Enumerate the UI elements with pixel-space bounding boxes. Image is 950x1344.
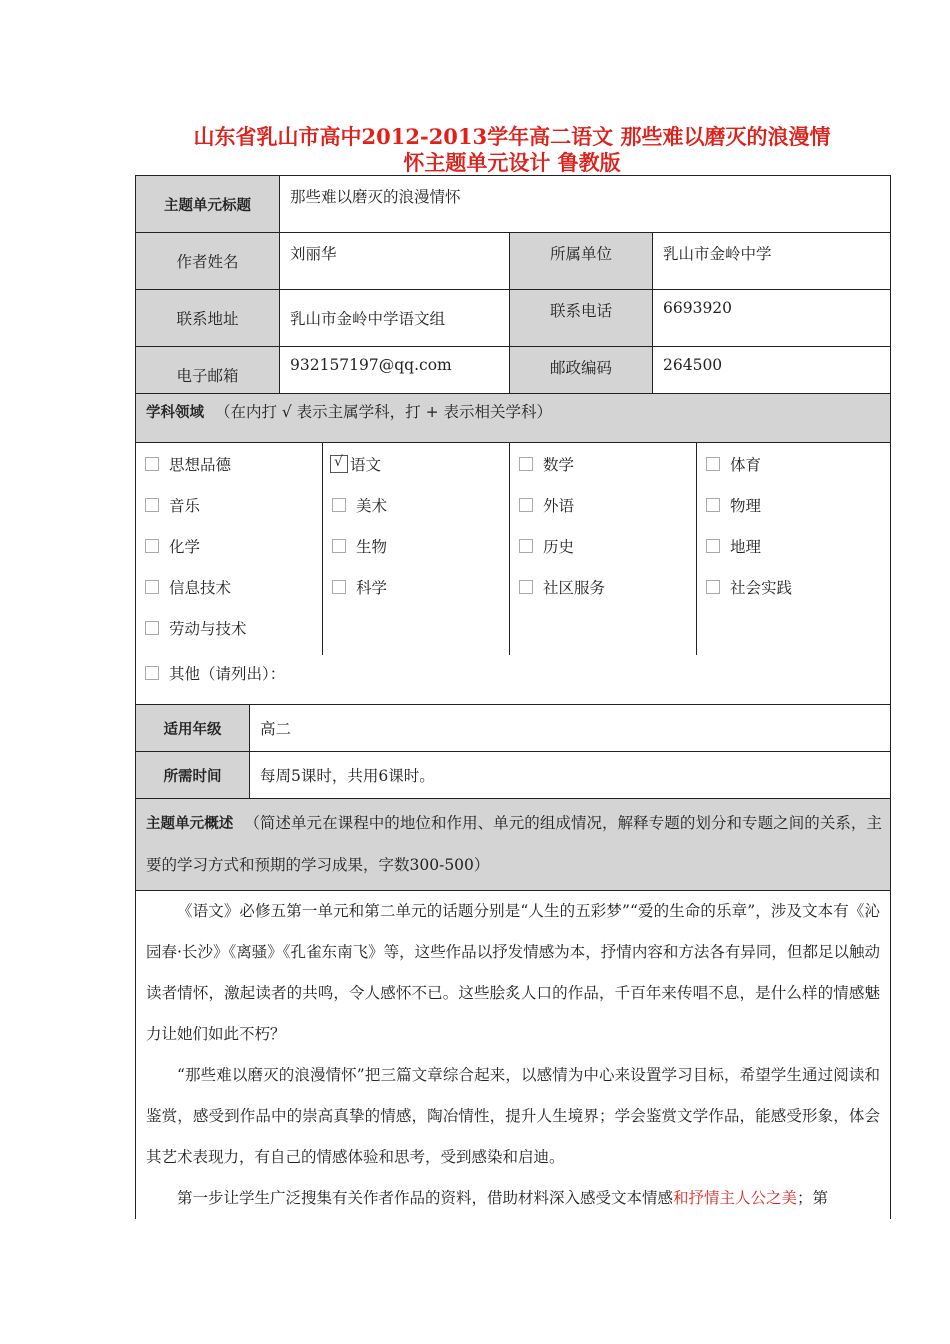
checkbox-icon[interactable] xyxy=(145,580,159,594)
subject-header xyxy=(136,394,890,443)
email-value: 932157197@qq.com xyxy=(280,347,510,404)
title-line-1: 山东省乳山市高中2012-2013学年高二语文 那些难以磨灭的浪漫情 xyxy=(193,124,831,149)
phone-label: 联系电话 xyxy=(510,290,653,347)
grade-value: 高二 xyxy=(260,720,292,738)
checked-checkbox-icon[interactable] xyxy=(330,455,348,473)
time-row xyxy=(136,751,890,798)
subject-item[interactable]: 音乐 xyxy=(136,484,322,525)
checkbox-icon[interactable] xyxy=(706,457,720,471)
author-label: 作者姓名 xyxy=(136,233,280,290)
email-label: 电子邮箱 xyxy=(136,347,280,404)
checkbox-icon[interactable] xyxy=(706,539,720,553)
subject-item[interactable]: 地理 xyxy=(697,525,890,566)
overview-label: 主题单元概述 xyxy=(146,816,234,832)
subject-column-2 xyxy=(323,443,510,655)
overview-paragraph-1: 《语文》必修五第一单元和第二单元的话题分别是“人生的五彩梦”“爱的生命的乐章”，涉及文本有《沁园春·长沙》《离骚》《孔雀东南飞》等，这些作品以抒发情感为本，抒情内容和方法各有异同，但都足以触动读者情怀，激起读者的共鸣，令人感怀不已。这些脍炙人口的作品，千百年来传唱不息，是什么样的情感魅力让她们如此不朽？ xyxy=(146,902,880,1043)
subject-label: 学科领域 xyxy=(146,405,204,421)
checkbox-icon[interactable] xyxy=(332,539,346,553)
address-value: 乳山市金岭中学语文组 xyxy=(280,290,510,347)
checkbox-icon[interactable] xyxy=(519,498,533,512)
subject-item[interactable]: 社会实践 xyxy=(697,566,890,607)
time-value: 每周5课时，共用6课时。 xyxy=(260,767,435,785)
postcode-value: 264500 xyxy=(653,347,891,404)
checkbox-icon[interactable] xyxy=(706,580,720,594)
checkbox-icon[interactable] xyxy=(145,539,159,553)
overview-paragraph-3: 第一步让学生广泛搜集有关作者作品的资料，借助材料深入感受文本情感和抒情主人公之美；第 xyxy=(177,1189,829,1207)
checkbox-icon[interactable] xyxy=(145,666,159,680)
subject-item[interactable]: 物理 xyxy=(697,484,890,525)
checkbox-icon[interactable] xyxy=(145,457,159,471)
info-table xyxy=(135,175,891,404)
subject-item[interactable]: 历史 xyxy=(510,525,696,566)
overview-header xyxy=(136,798,890,891)
subject-item[interactable]: 体育 xyxy=(697,443,890,484)
time-label: 所需时间 xyxy=(136,752,250,798)
subject-column-3 xyxy=(510,443,697,655)
checkbox-icon[interactable] xyxy=(145,498,159,512)
unit-label: 所属单位 xyxy=(510,233,653,290)
unit-value: 乳山市金岭中学 xyxy=(653,233,891,290)
subject-item[interactable]: 思想品德 xyxy=(136,443,322,484)
subject-item[interactable]: 劳动与技术 xyxy=(136,607,322,648)
overview-paragraph-2: “那些难以磨灭的浪漫情怀”把三篇文章综合起来，以感情为中心来设置学习目标，希望学生通过阅读和鉴赏，感受到作品中的崇高真挚的情感，陶冶情性，提升人生境界；学会鉴赏文学作品，能感受形象，体会其艺术表现力，有自己的情感体验和思考，受到感染和启迪。 xyxy=(146,1066,880,1166)
checkbox-icon[interactable] xyxy=(332,498,346,512)
subject-item[interactable]: 生物 xyxy=(323,525,509,566)
overview-body xyxy=(136,891,890,1219)
phone-value: 6693920 xyxy=(653,290,891,347)
document-title xyxy=(134,124,890,176)
title-line-2: 怀主题单元设计 鲁教版 xyxy=(403,150,621,175)
subject-item[interactable]: 化学 xyxy=(136,525,322,566)
subject-note: （在内打 √ 表示主属学科，打 + 表示相关学科） xyxy=(214,403,553,421)
subject-item[interactable]: 科学 xyxy=(323,566,509,607)
checkbox-icon[interactable] xyxy=(145,621,159,635)
subject-column-4 xyxy=(697,443,890,655)
checkbox-icon[interactable] xyxy=(519,539,533,553)
checkbox-icon[interactable] xyxy=(332,580,346,594)
subject-item[interactable]: 信息技术 xyxy=(136,566,322,607)
checkbox-icon[interactable] xyxy=(519,580,533,594)
author-value: 刘丽华 xyxy=(280,233,510,290)
grade-row xyxy=(136,704,890,751)
subject-column-1 xyxy=(136,443,323,655)
design-section xyxy=(135,393,891,1219)
highlighted-text: 和抒情主人公之美 xyxy=(673,1189,798,1207)
theme-label: 主题单元标题 xyxy=(136,176,280,233)
theme-value: 那些难以磨灭的浪漫情怀 xyxy=(280,176,891,233)
checkbox-icon[interactable] xyxy=(519,457,533,471)
checkbox-icon[interactable] xyxy=(706,498,720,512)
subject-item[interactable]: 社区服务 xyxy=(510,566,696,607)
address-label: 联系地址 xyxy=(136,290,280,347)
subject-item[interactable]: 数学 xyxy=(510,443,696,484)
postcode-label: 邮政编码 xyxy=(510,347,653,404)
subject-item-checked[interactable]: √ 语文 xyxy=(323,443,509,484)
other-subject-item[interactable]: 其他（请列出）： xyxy=(136,652,285,693)
subject-item[interactable]: 外语 xyxy=(510,484,696,525)
grade-label: 适用年级 xyxy=(136,705,250,751)
overview-note: （简述单元在课程中的地位和作用、单元的组成情况，解释专题的划分和专题之间的关系，主要的学习方式和预期的学习成果，字数300-500） xyxy=(146,814,882,874)
subject-item[interactable]: 美术 xyxy=(323,484,509,525)
